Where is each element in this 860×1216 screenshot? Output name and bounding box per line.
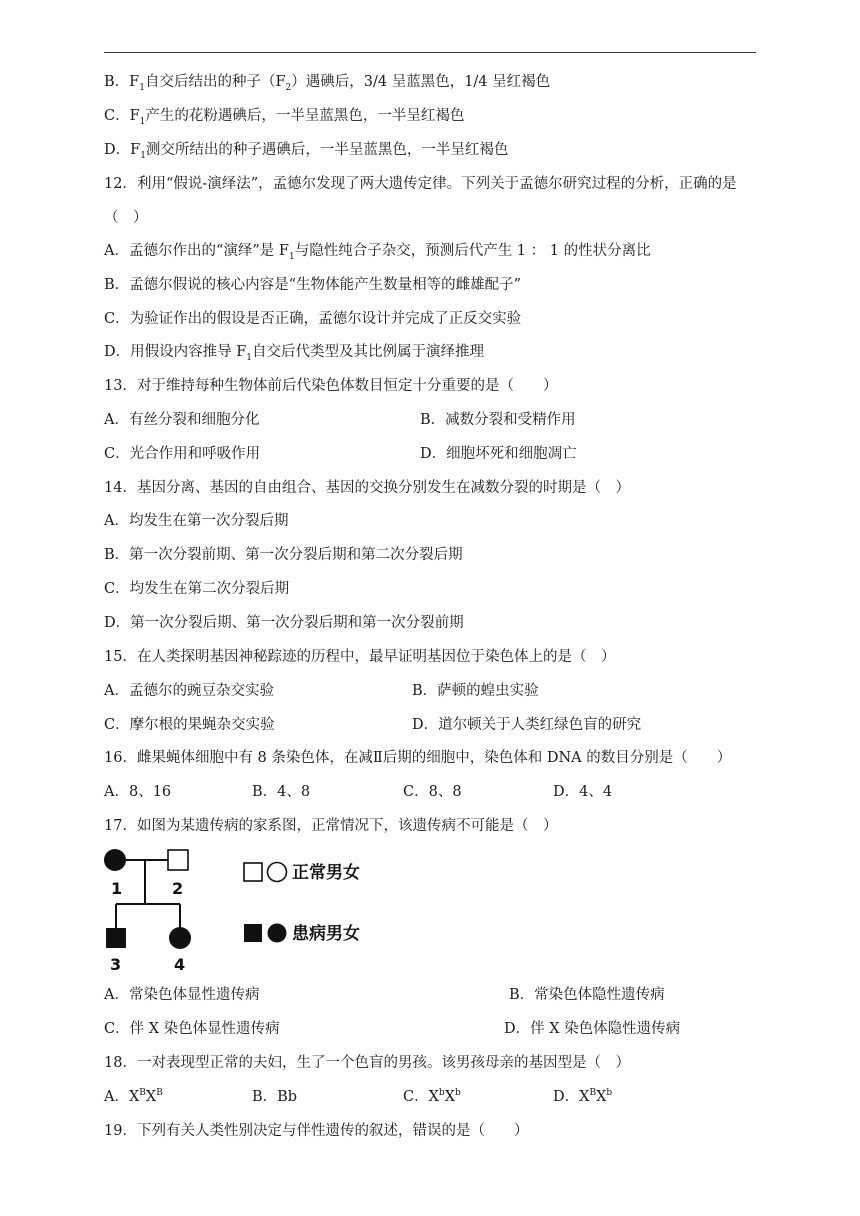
- legend-normal-label: 正常男女: [292, 863, 360, 883]
- legend-normal-female-icon: [268, 863, 287, 882]
- q14-option-b: B．第一次分裂前期、第一次分裂后期和第二次分裂后期: [104, 547, 463, 563]
- q12-stem: 12．利用“假说-演绎法”，孟德尔发现了两大遗传定律。下列关于孟德尔研究过程的分析，正确的是: [104, 176, 737, 192]
- q15-stem: 15．在人类探明基因神秘踪迹的历程中，最早证明基因位于染色体上的是（ ）: [104, 649, 616, 665]
- q16-option-b: B．4、8: [252, 784, 311, 800]
- q17-option-a: A．常染色体显性遗传病: [104, 987, 260, 1003]
- individual-3-affected-male: [106, 928, 126, 948]
- q12-option-b: B．孟德尔假说的核心内容是“生物体能产生数量相等的雌雄配子”: [104, 277, 521, 293]
- q16-option-c: C．8、8: [403, 784, 462, 800]
- legend-normal-male-icon: [244, 863, 262, 881]
- q15-option-a: A．孟德尔的豌豆杂交实验: [104, 683, 274, 699]
- label-2: 2: [172, 879, 184, 898]
- q13-option-c: C．光合作用和呼吸作用: [104, 446, 261, 462]
- q14-option-d: D．第一次分裂后期、第一次分裂后期和第一次分裂前期: [104, 615, 464, 631]
- q12-option-c: C．为验证作出的假设是否正确，孟德尔设计并完成了正反交实验: [104, 311, 522, 327]
- q15-option-b: B．萨顿的蝗虫实验: [412, 683, 539, 699]
- q18-stem: 18．一对表现型正常的夫妇，生了一个色盲的男孩。该男孩母亲的基因型是（ ）: [104, 1055, 630, 1071]
- q14-option-c: C．均发生在第二次分裂后期: [104, 581, 290, 597]
- pedigree-chart: [98, 842, 398, 977]
- q12-option-a: A．孟德尔作出的“演绎”是 $F_1$与隐性纯合子杂交，预测后代产生 1 ： 1 的性状分离比: [104, 243, 651, 262]
- q12-paren: （ ）: [104, 210, 148, 226]
- q13-stem: 13．对于维持每种生物体前后代染色体数目恒定十分重要的是（ ）: [104, 378, 558, 394]
- q15-option-c: C．摩尔根的果蝇杂交实验: [104, 717, 275, 733]
- q18-option-a: A．$X^BX^B$: [104, 1088, 163, 1105]
- q16-option-a: A．8、16: [104, 784, 172, 800]
- header-rule: [104, 52, 756, 53]
- legend-affected-female-icon: [268, 924, 287, 943]
- q11-option-d: D．$F_1$测交所结出的种子遇碘后，一半呈蓝黑色，一半呈红褐色: [104, 142, 509, 161]
- q14-option-a: A．均发生在第一次分裂后期: [104, 513, 289, 529]
- individual-2-normal-male: [168, 850, 188, 870]
- q18-option-c: C．$X^bX^b$: [403, 1088, 461, 1105]
- label-3: 3: [110, 955, 122, 974]
- q14-stem: 14．基因分离、基因的自由组合、基因的交换分别发生在减数分裂的时期是（ ）: [104, 480, 630, 496]
- q12-option-d: D．用假设内容推导 $F_1$自交后代类型及其比例属于演绎推理: [104, 344, 485, 363]
- q13-option-a: A．有丝分裂和细胞分化: [104, 412, 260, 428]
- q11-option-c: C．$F_1$产生的花粉遇碘后，一半呈蓝黑色，一半呈红褐色: [104, 108, 465, 127]
- q19-stem: 19．下列有关人类性别决定与伴性遗传的叙述，错误的是（ ）: [104, 1123, 529, 1139]
- q17-option-b: B．常染色体隐性遗传病: [509, 987, 665, 1003]
- individual-1-affected-female: [104, 849, 126, 871]
- legend-affected-male-icon: [244, 924, 262, 942]
- individual-4-affected-female: [169, 927, 191, 949]
- label-4: 4: [174, 955, 186, 974]
- legend-affected-label: 患病男女: [292, 924, 360, 944]
- q18-option-d: D．$X^BX^b$: [553, 1088, 613, 1105]
- q16-option-d: D．4、4: [553, 784, 613, 800]
- q16-stem: 16．雌果蝇体细胞中有 8 条染色体，在减Ⅱ后期的细胞中，染色体和 DNA 的数目分别是（ ）: [104, 750, 732, 766]
- q13-option-d: D．细胞坏死和细胞凋亡: [420, 446, 577, 462]
- q13-option-b: B．减数分裂和受精作用: [420, 412, 576, 428]
- q17-option-d: D．伴 X 染色体隐性遗传病: [504, 1021, 681, 1037]
- label-1: 1: [111, 879, 123, 898]
- q15-option-d: D．道尔顿关于人类红绿色盲的研究: [412, 717, 642, 733]
- q11-option-b: B．$F_1$自交后结出的种子$(F_2)$遇碘后，3/4 呈蓝黑色，1/4 呈红褐色: [104, 74, 551, 93]
- q18-option-b: B．Bb: [252, 1089, 298, 1105]
- q17-option-c: C．伴 X 染色体显性遗传病: [104, 1021, 280, 1037]
- q17-stem: 17．如图为某遗传病的家系图，正常情况下，该遗传病不可能是（ ）: [104, 818, 558, 834]
